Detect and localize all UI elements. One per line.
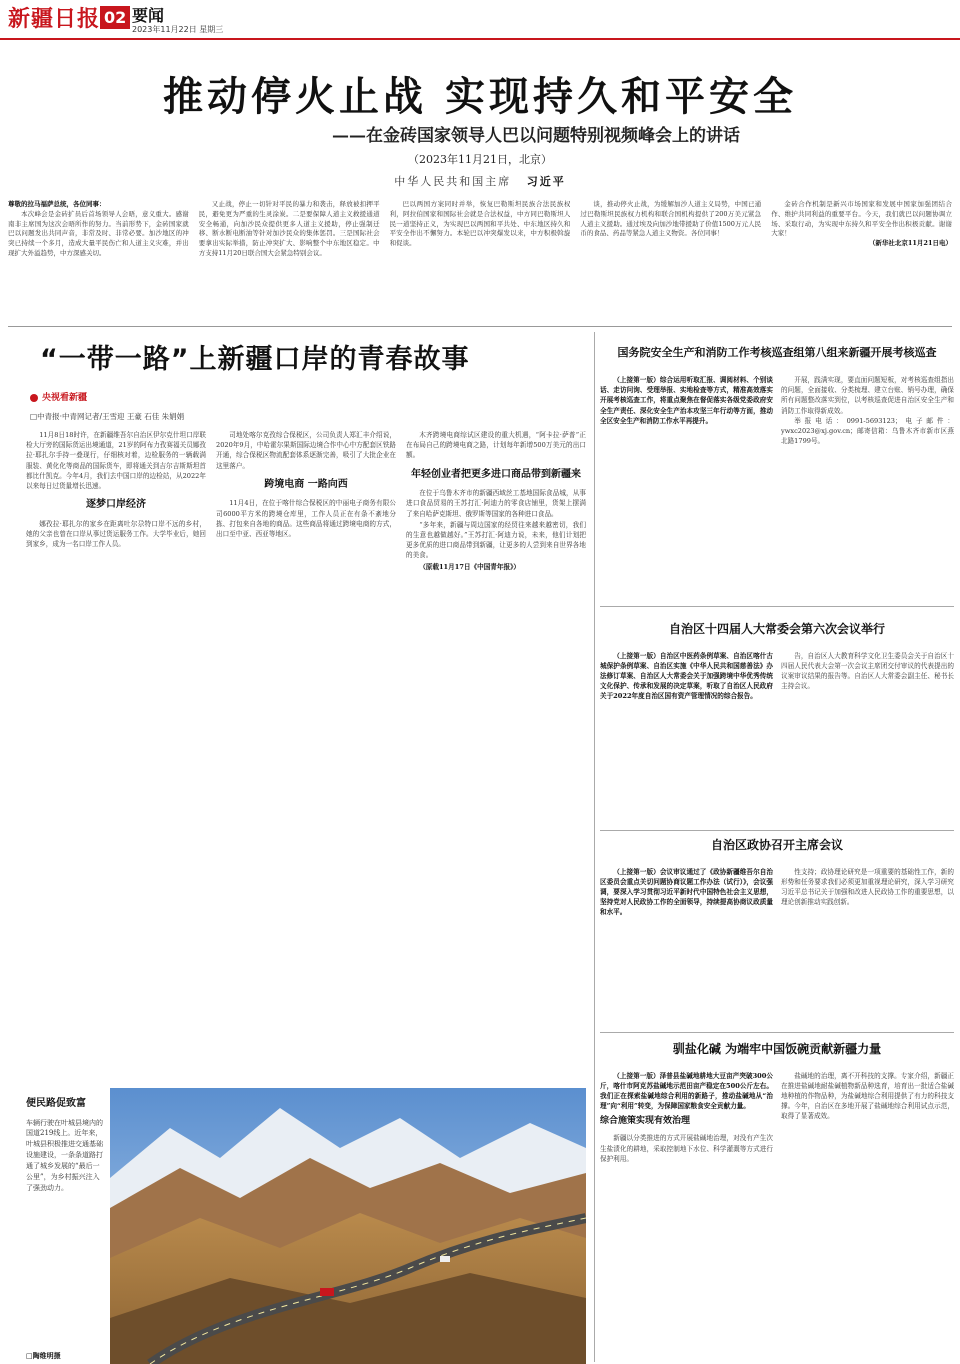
author-role: 中华人民共和国主席 — [394, 175, 512, 188]
feature-column — [406, 430, 586, 1080]
article-column — [600, 1071, 773, 1364]
road-landscape-illustration — [110, 1088, 586, 1364]
article-body — [600, 1071, 954, 1364]
speech-paragraph: 谈，推动停火止战，为缓解加沙人道主义局势，中国已通过巴勒斯坦民族权力机构和联合国机构提供了200万美元紧急人道主义援助。通过埃及向加沙地带援助了价值1500万元人民币的食品、药品等紧急人道主义物资。各位同事！ — [580, 200, 762, 238]
speech-body — [8, 200, 952, 320]
feature-paragraph: “多年来，新疆与周边国家的经贸往来越来越密切，我们的生意也越做越好。”王苏打汇·阿迪力说，未来，他们计划把更多优质的进口商品带到新疆，让更多的人尝到来自世界各地的美食。 — [406, 520, 586, 560]
newspaper-logo: 新疆日报 — [8, 6, 101, 32]
article-body — [600, 375, 954, 601]
feature-paragraph: 木齐跨境电商综试区建设的重大机遇，“阿卡拉·萨普”正在布局自己的跨境电商之路，计划每年新增500万美元的出口额。 — [406, 431, 586, 460]
article-title: 国务院安全生产和消防工作考核巡查组第八组来新疆开展考核巡查 — [617, 346, 937, 359]
article-divider — [600, 1032, 954, 1033]
feature-byline: □中青报·中青网记者/王雪迎 王豪 石佳 朱娟娟 — [30, 412, 185, 421]
article-title: 自治区十四届人大常委会第六次会议举行 — [668, 622, 885, 636]
photo-section — [26, 1088, 586, 1364]
article-paragraph: 性支持；政协理论研究是一项重要的基础性工作，新的形势和任务要求我们必须更加重视理论研究，深入学习研究习近平总书记关于加强和改进人民政协工作的重要思想，以理论创新推动实践创新。 — [781, 867, 954, 907]
article-paragraph: 告，自治区人大教育科学文化卫生委员会关于自治区十四届人民代表大会第一次会议主席团交付审议的代表提出的议案审议结果的报告等。自治区人大常委会副主任、秘书长主持会议。 — [781, 651, 954, 691]
feature-paragraph: 11月8日18时许，在新疆维吾尔自治区伊尔克什坦口岸联检大厅旁的国际货运出境通道，21岁的阿布力孜赛福关员娜孜拉·耶扎尔手持一叠现行，仔细核对着，边检服务的一辆载满服装、黄化化等商品的国际货车，即将通关到吉尔吉斯斯坦首都比什凯克。今年4月，我们去中国口岸的边检站，从2022年以来每日过货量增长迅速。 — [26, 431, 206, 491]
speech-source: （新华社北京11月21日电） — [868, 239, 952, 247]
article-paragraph: 新疆以分类推进的方式开展盐碱地治理，对没有产生次生盐渍化的耕地，采取控制地下水位、科学灌溉等方式进行保护利用。 — [600, 1134, 773, 1163]
header-divider — [0, 38, 960, 40]
article-column — [600, 375, 773, 601]
speech-paragraph: 金砖合作机制是新兴市场国家和发展中国家加强团结合作、维护共同利益的重要平台。今天，我们就巴以问题协调立场、采取行动，为实现中东持久和平安全作出积极贡献。谢谢大家！ — [771, 200, 952, 238]
speech-column — [390, 200, 571, 320]
article-column — [781, 1071, 954, 1364]
column-divider — [594, 332, 595, 1362]
feature-paragraph: 11月4日，在位于喀什综合保税区的中丽电子商务有限公司6000平方米的跨境仓库里，工作人员正在有条不紊地分拣、打包来自各地的商品。这些商品将通过跨境电商的方式，出口至中亚、西亚等地区。 — [216, 499, 396, 539]
article-column — [600, 867, 773, 1039]
feature-subheading: 逐梦口岸经济 — [86, 499, 146, 511]
article-paragraph: 开展，践满实现，要直面问题短板，对考核巡查组指出的问题，全面接收、分类梳理、建立台账、销号办理，确保所有问题整改落实到位，以考核巡查促进自治区安全生产和消防工作取得新成效。 — [781, 376, 954, 415]
speech-column — [580, 200, 761, 320]
issue-date: 2023年11月22日 星期三 — [132, 25, 224, 34]
article-paragraph: （上接第一版）会议审议通过了《政协新疆维吾尔自治区委员会重点关切问题协商议题工作办法（试行）》，会议强调，要深入学习贯彻习近平新时代中国特色社会主义思想，坚持党对人民政协工作的全面领导，持续提高协商议政质量和水平。 — [600, 867, 773, 917]
article-saline-land — [600, 1040, 954, 1364]
feature-paragraph: 司地处喀尔克孜综合保税区，公司负责人郑汇丰介绍说，2020年9月，中哈霍尔果斯国际边境合作中心中方配套区铁路开通，综合保税区物流配套体系逐渐完善，吸引了大批企业在这里落户。 — [216, 431, 396, 470]
feature-source: （原载11月17日《中国青年报》） — [419, 562, 520, 571]
article-body — [600, 867, 954, 1039]
speech-paragraph: 又止战，停止一切针对平民的暴力和袭击，释放被扣押平民，避免更为严重的生灵涂炭。二是要保障人道主义救援通道安全畅通，向加沙民众提供更多人道主义援助，停止强制迁移、断水断电断油等针对加沙民众的集体惩罚。三是国际社会要拿出实际举措，防止冲突扩大、影响整个中东地区稳定。中方支持11月20日联合国大会紧急特别会议。 — [198, 200, 380, 257]
article-column — [781, 375, 954, 601]
page-number: 02 — [100, 6, 130, 29]
feature-subheading: 跨境电商 一路向西 — [264, 478, 348, 490]
article-column — [600, 651, 773, 829]
speech-column — [8, 200, 189, 320]
section-name: 要闻 — [132, 6, 165, 25]
article-contact: 举报电话：0991-5693123；电子邮件：ywxc2023@xj.gov.cn；邮寄信箱：乌鲁木齐市新市区燕北路1799号。 — [781, 416, 954, 446]
article-npc-meeting — [600, 620, 954, 829]
feature-title: “一带一路”上新疆口岸的青春故事 — [40, 344, 470, 375]
article-cppcc-meeting — [600, 836, 954, 1039]
article-paragraph: （上接第一版）自治区中医药条例草案、自治区喀什古城保护条例草案、自治区实施《中华人民共和国慈善法》办法修订草案、自治区人大常委会关于加强跨境中华优秀传统文化保护、传承和发展的决定草案，听取了自治区人民政府关于2022年度自治区国有资产管理情况的综合报告。 — [600, 651, 773, 701]
article-paragraph: （上接第一版）综合运用听取汇报、调阅材料、个别谈话、走访问询、受理举报、实地检查等方式，精准高效落实开展考核巡查工作，将重点聚焦在督促落实各级党委政府安全生产责任、深化安全生产治本攻坚三年行动等方面，推动全区安全生产和消防工作水平再提升。 — [600, 376, 773, 425]
article-title: 驯盐化碱 为端牢中国饭碗贡献新疆力量 — [672, 1042, 882, 1056]
road-landscape-photo — [110, 1088, 586, 1364]
feature-column — [216, 430, 396, 1080]
feature-tag: 央视看新疆 — [30, 392, 87, 405]
author-name: 习近平 — [526, 175, 566, 188]
feature-paragraph: 在位于乌鲁木齐市的新疆西域丝工基地国际食品城，从事进口食品贸易的王苏打汇·阿迪力的零食店铺里，货架上摆满了来自哈萨克斯坦、俄罗斯等国家的各种进口食品。 — [406, 489, 586, 518]
speech-column — [199, 200, 380, 320]
headline-subtitle: ——在金砖国家领导人巴以问题特别视频峰会上的讲话 — [332, 126, 740, 146]
photo-caption-title: 便民路促致富 — [26, 1098, 86, 1109]
speech-author — [0, 174, 960, 190]
article-safety-inspection — [600, 344, 954, 601]
headline-title: 推动停火止战 实现持久和平安全 — [163, 74, 797, 120]
feature-paragraph: 娜孜拉·耶扎尔的家乡在距离吐尔尕特口岸不远的乡村，她的父亲也曾在口岸从事过货运服务工作。大学毕业后，她回到家乡，成为一名口岸工作人员。 — [26, 519, 206, 549]
article-body — [600, 651, 954, 829]
speech-date: （2023年11月21日，北京） — [408, 153, 552, 166]
article-divider — [600, 830, 954, 831]
photo-caption — [26, 1088, 104, 1364]
photo-credit: □陶维明摄 — [26, 1351, 61, 1361]
article-column — [781, 651, 954, 829]
feature-body — [26, 430, 586, 1080]
article-subheading: 综合施策实现有效治理 — [600, 1116, 691, 1127]
speech-column — [771, 200, 952, 320]
article-column — [781, 867, 954, 1039]
article-title: 自治区政协召开主席会议 — [710, 838, 843, 852]
article-paragraph: （上接第一版）泽普县盐碱地耕地大豆亩产突破300公斤，喀什市阿克苏盐碱地示范田亩产稳定在500公斤左右。我们正在探索盐碱地综合利用的新路子，推动盐碱地从“治理”向“利用”转变，为保障国家粮食安全贡献力量。 — [600, 1071, 773, 1111]
feature-subheading: 年轻创业者把更多进口商品带到新疆来 — [411, 468, 581, 480]
article-divider — [600, 606, 954, 607]
speech-paragraph: 本次峰会是金砖扩员后首场领导人会晤，意义重大。感谢南非主席国为这次会晤所作的努力。当前形势下，金砖国家就巴以问题发出共同声音，非常及时、非常必要。加沙地区的冲突已持续一个多月，造成大量平民伤亡和人道主义灾难，并出现扩大外溢趋势，中方深感关切。 — [8, 209, 189, 257]
speech-paragraph: 巴以两国方案同时并举，恢复巴勒斯坦民族合法民族权利，阿拉伯国家和国际社会就是合法权益，中方同巴勒斯坦人民一道坚持正义，为实现巴以两国和平共处、中东地区持久和平安全作出不懈努力。本轮巴以冲突爆发以来，中方积极斡旋和促谈。 — [389, 200, 571, 247]
article-paragraph: 盐碱地的治理，离不开科技的支撑。专家介绍，新疆正在推进盐碱地耐盐碱植物新品种选育，培育出一批适合盐碱地种植的作物品种，为盐碱地综合利用提供了有力的科技支撑。今年，自治区在多地开展了盐碱地综合利用试点示范，取得了显著成效。 — [781, 1071, 954, 1121]
feature-column — [26, 430, 206, 1080]
speech-greeting: 尊敬的拉马福萨总统，各位同事： — [8, 200, 106, 208]
section-divider — [8, 326, 952, 327]
photo-caption-text: 车辆行驶在叶城县境内的国道219线上。近年来，叶城县积极推进交通基础设施建设，一条条道路打通了城乡发展的“最后一公里”，为乡村振兴注入了强劲动力。 — [26, 1118, 103, 1192]
